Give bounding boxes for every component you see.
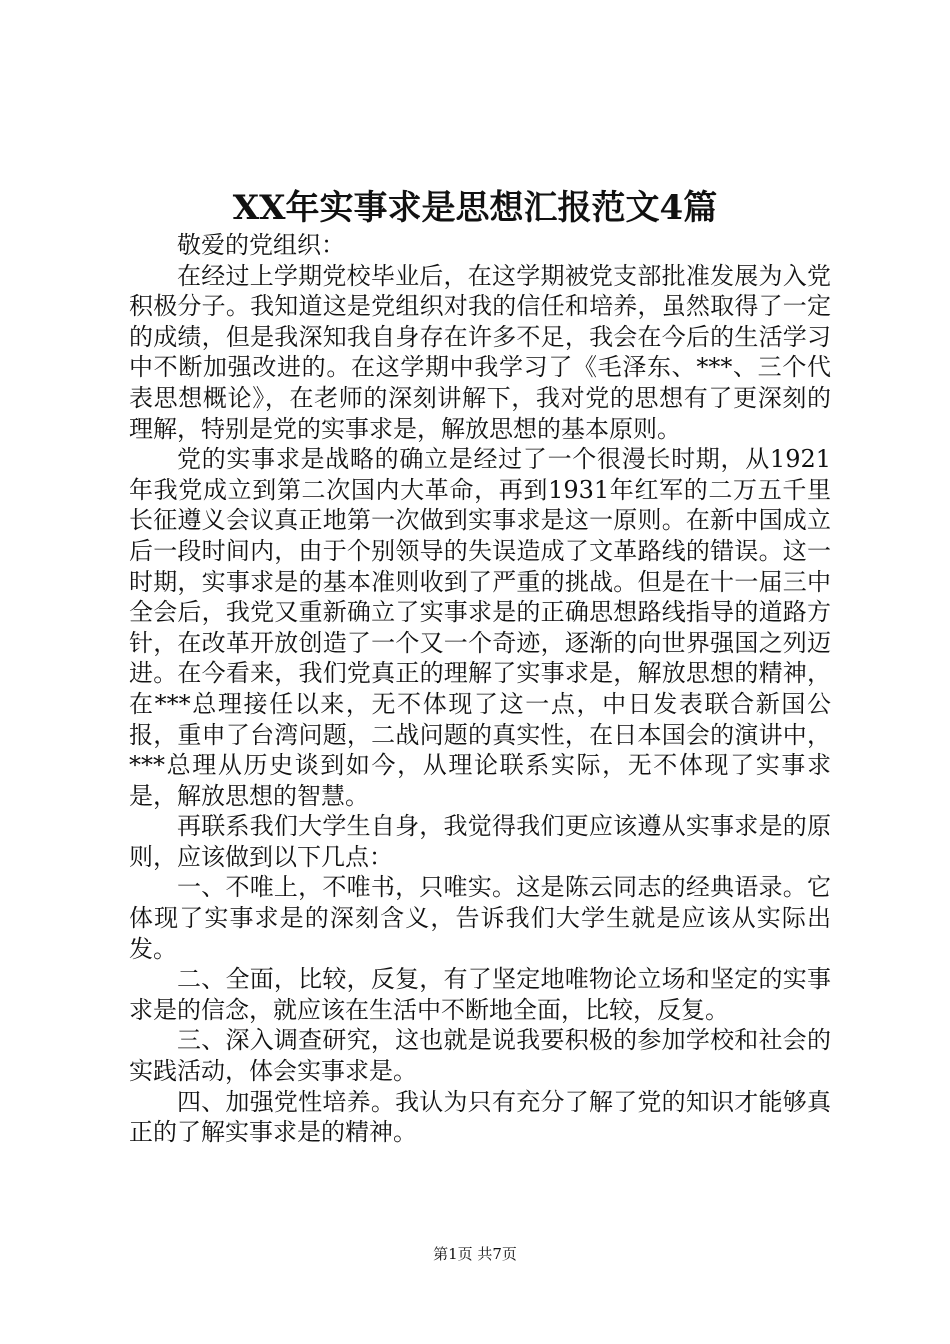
list-item-4: 四、加强党性培养。我认为只有充分了解了党的知识才能够真正的了解实事求是的精神。: [129, 1087, 831, 1147]
paragraph-intro: 在经过上学期党校毕业后，在这学期被党支部批准发展为入党积极分子。我知道这是党组织对我的信任和培养，虽然取得了一定的成绩，但是我深知我自身存在许多不足，我会在今后的生活学习中不断加强改进的。在这学期中我学习了《毛泽东、***、三个代表思想概论》，在老师的深刻讲解下，我对党的思想有了更深刻的理解，特别是党的实事求是，解放思想的基本原则。: [129, 261, 831, 443]
paragraph-reflection: 再联系我们大学生自身，我觉得我们更应该遵从实事求是的原则，应该做到以下几点：: [129, 812, 831, 871]
list-item-3: 三、深入调查研究，这也就是说我要积极的参加学校和社会的实践活动，体会实事求是。: [129, 1026, 831, 1086]
document-title: XX年实事求是思想汇报范文4篇: [232, 188, 718, 228]
document-body: [129, 230, 831, 1148]
list-item-1: 一、不唯上，不唯书，只唯实。这是陈云同志的经典语录。它体现了实事求是的深刻含义，告诉我们大学生就是应该从实际出发。: [129, 873, 831, 963]
list-item-2: 二、全面，比较，反复，有了坚定地唯物论立场和坚定的实事求是的信念，就应该在生活中不断地全面，比较，反复。: [129, 965, 831, 1024]
page-number-footer: 第1页 共7页: [433, 1245, 517, 1263]
salutation: 敬爱的党组织：: [177, 231, 345, 259]
paragraph-history: 党的实事求是战略的确立是经过了一个很漫长时期，从1921年我党成立到第二次国内大革命，再到1931年红军的二万五千里长征遵义会议真正地第一次做到实事求是这一原则。在新中国成立后一段时间内，由于个别领导的失误造成了文革路线的错误。这一时期，实事求是的基本准则收到了严重的挑战。但是在十一届三中全会后，我党又重新确立了实事求是的正确思想路线指导的道路方针，在改革开放创造了一个又一个奇迹，逐渐的向世界强国之列迈进。在今看来，我们党真正的理解了实事求是，解放思想的精神，在***总理接任以来，无不体现了这一点，中日发表联合新国公报，重申了台湾问题，二战问题的真实性，在日本国会的演讲中，***总理从历史谈到如今，从理论联系实际，无不体现了实事求是，解放思想的智慧。: [129, 445, 831, 810]
